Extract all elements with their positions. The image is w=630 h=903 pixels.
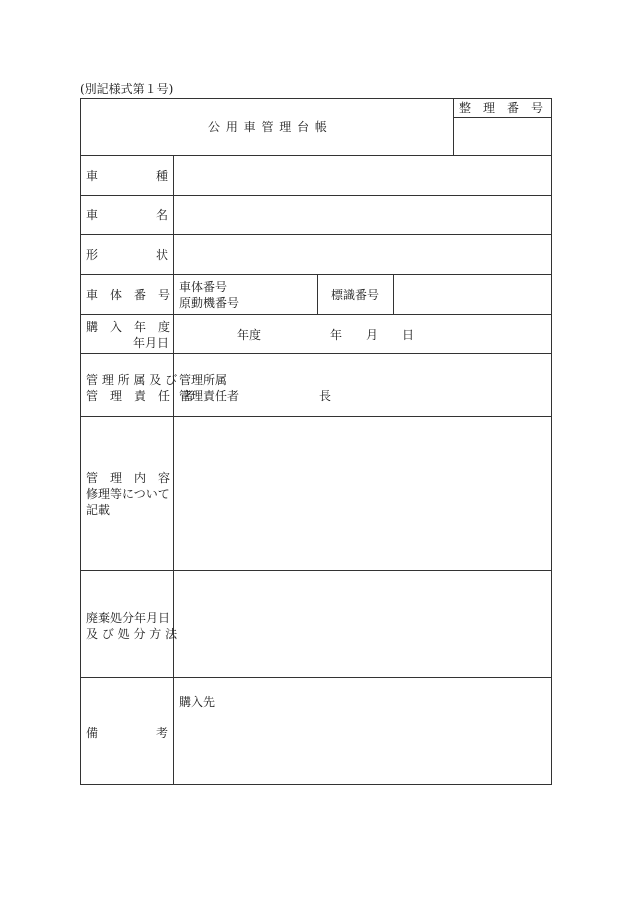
label-keijo-a: 形: [86, 248, 99, 262]
label-keijo-b: 状: [156, 248, 169, 262]
biko-field[interactable]: [174, 678, 551, 784]
haiki-field[interactable]: [174, 571, 551, 677]
konyusaki-label: 購入先: [179, 695, 216, 709]
label-kanri-naiyo-3: 記載: [86, 503, 111, 517]
label-kanri-shozoku-1: 管 理 所 属 及 び: [86, 373, 178, 387]
label-shashu-b: 種: [156, 169, 169, 183]
hyoshiki-bango-label: 標識番号: [331, 288, 380, 302]
label-konyu-ymd: 年月日: [133, 336, 170, 350]
label-kanri-naiyo-1: 管 理 内 容: [86, 471, 171, 485]
ledger-title: 公 用 車 管 理 台 帳: [208, 120, 328, 134]
label-konyu-nendo: 購 入 年 度: [86, 320, 171, 334]
label-shatai-bango: 車 体 番 号: [86, 288, 171, 302]
label-shamei-a: 車: [86, 208, 99, 222]
seiri-bango-field[interactable]: [454, 118, 551, 155]
shashu-field[interactable]: [174, 156, 551, 195]
cho-suffix: 長: [319, 389, 332, 403]
keijo-field[interactable]: [174, 235, 551, 274]
shamei-field[interactable]: [174, 196, 551, 234]
hi-unit: 日: [402, 328, 415, 342]
label-haiki-1: 廃棄処分年月日: [86, 611, 171, 625]
tsuki-unit: 月: [366, 328, 379, 342]
kanri-sekininsha-sublabel: 管理責任者: [179, 389, 240, 403]
shatai-bango-sublabel: 車体番号: [179, 280, 228, 294]
hyoshiki-bango-field[interactable]: [394, 275, 551, 314]
label-kanri-shozoku-2: 管 理 責 任 者: [86, 389, 195, 403]
form-number: (別記様式第１号): [80, 82, 174, 96]
kanri-shozoku-sublabel: 管理所属: [179, 373, 228, 387]
label-biko-a: 備: [86, 726, 99, 740]
label-biko-b: 考: [156, 726, 169, 740]
seiri-bango-label: 整 理 番 号: [459, 101, 544, 115]
nendo-unit: 年度: [237, 328, 262, 342]
label-haiki-2: 及 び 処 分 方 法: [86, 627, 178, 641]
gendoki-bango-sublabel: 原動機番号: [179, 296, 240, 310]
label-shashu-a: 車: [86, 169, 99, 183]
label-shamei-b: 名: [156, 208, 169, 222]
kanri-naiyo-field[interactable]: [174, 417, 551, 570]
label-kanri-naiyo-2: 修理等について: [86, 487, 170, 501]
nen-unit: 年: [330, 328, 343, 342]
shatai-bango-field[interactable]: [242, 275, 317, 314]
